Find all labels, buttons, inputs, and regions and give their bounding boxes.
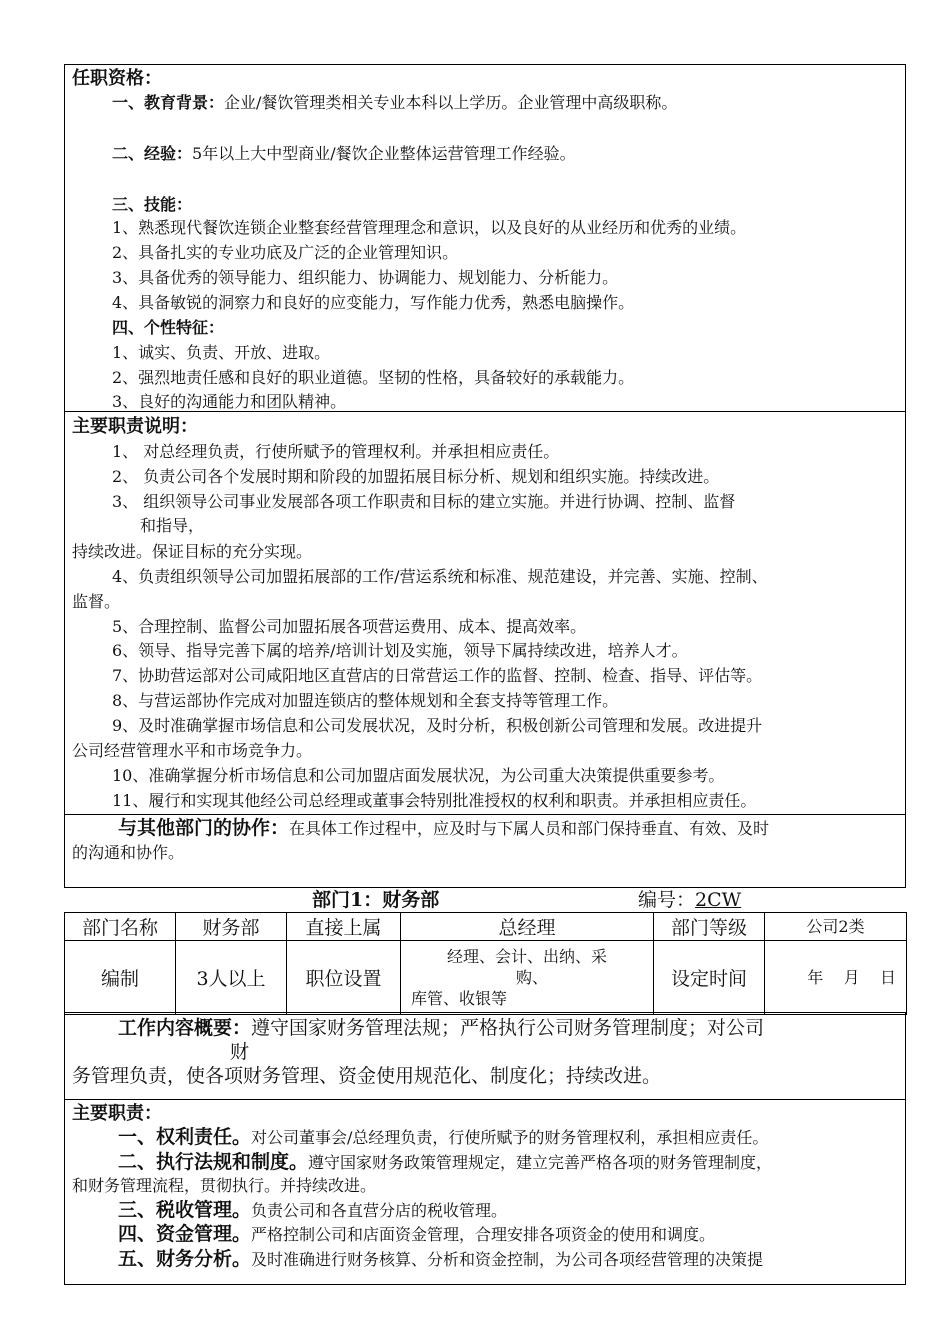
trait-item: 1、诚实、负责、开放、进取。 <box>112 343 331 362</box>
trait-item: 3、良好的沟通能力和团队精神。 <box>112 392 347 411</box>
duty-line: 2、 负责公司各个发展时期和阶段的加盟拓展目标分析、规划和组织实施。持续改进。 <box>112 467 720 486</box>
responsibility-item <box>118 1126 768 1149</box>
education-text: 企业/餐饮管理类相关专业本科以上学历。企业管理中高级职称。 <box>224 93 678 112</box>
department-heading: 部门1：财务部 <box>312 889 440 911</box>
duty-line: 监督。 <box>72 592 121 611</box>
responsibility-item <box>118 1199 507 1222</box>
level-value: 公司2类 <box>765 913 907 941</box>
traits-label: 四、个性特征： <box>112 318 225 337</box>
skill-item: 3、具备优秀的领导能力、组织能力、协调能力、规划能力、分析能力。 <box>112 268 619 287</box>
cooperation-row <box>118 817 769 840</box>
positions-label: 职位设置 <box>287 941 401 1015</box>
summary-text: 遵守国家财务管理法规；严格执行公司财务管理制度；对公司 <box>251 1017 765 1039</box>
time-value: 年 月 日 <box>765 941 907 1015</box>
duty-line: 1、 对总经理负责，行使所赋予的管理权利。并承担相应责任。 <box>112 442 560 461</box>
staff-label: 编制 <box>65 941 176 1015</box>
positions-line: 经理、会计、出纳、采 <box>446 947 607 966</box>
experience-row <box>112 143 576 165</box>
responsibility-label: 五、财务分析。 <box>118 1248 252 1270</box>
positions-line: 库管、收银等 <box>411 989 508 1008</box>
duty-line: 8、与营运部协作完成对加盟连锁店的整体规划和全套支持等管理工作。 <box>112 691 619 710</box>
education-label: 一、教育背景： <box>112 93 225 112</box>
duty-line: 7、协助营运部对公司咸阳地区直营店的日常营运工作的监督、控制、检查、指导、评估等。 <box>112 666 763 685</box>
responsibility-label: 二、执行法规和制度。 <box>118 1151 309 1173</box>
duty-line: 9、及时准确掌握市场信息和公司发展状况，及时分析，积极创新公司管理和发展。改进提升 <box>112 716 763 735</box>
responsibility-label: 四、资金管理。 <box>118 1223 252 1245</box>
skill-item: 4、具备敏锐的洞察力和良好的应变能力，写作能力优秀，熟悉电脑操作。 <box>112 293 635 312</box>
code-value: 2CW <box>695 889 742 911</box>
education-row <box>112 92 677 114</box>
experience-text: 5年以上大中型商业/餐饮企业整体运营管理工作经验。 <box>192 144 576 163</box>
duties-title: 主要职责说明： <box>72 416 198 437</box>
dept-name-value: 财务部 <box>176 913 287 941</box>
cooperation-text: 在具体工作过程中，应及时与下属人员和部门保持垂直、有效、及时 <box>289 819 770 838</box>
duty-line: 10、准确掌握分析市场信息和公司加盟店面发展状况，为公司重大决策提供重要参考。 <box>112 766 725 785</box>
responsibility-text-cont: 和财务管理流程，贯彻执行。并持续改进。 <box>72 1176 377 1195</box>
responsibility-text: 及时准确进行财务核算、分析和资金控制，为公司各项经营管理的决策提 <box>251 1250 764 1269</box>
qualifications-title: 任职资格： <box>72 68 162 89</box>
dept-name-label: 部门名称 <box>65 913 176 941</box>
responsibility-text: 严格控制公司和店面资金管理，合理安排各项资金的使用和调度。 <box>251 1225 716 1244</box>
responsibility-item <box>118 1223 715 1246</box>
responsibility-label: 一、权利责任。 <box>118 1126 252 1148</box>
duty-line: 11、履行和实现其他经公司总经理或董事会特别批准授权的权利和职责。并承担相应责任。 <box>112 791 757 810</box>
responsibility-label: 三、税收管理。 <box>118 1199 252 1221</box>
duty-line: 和指导， <box>140 516 205 535</box>
summary-text-wrap: 财 <box>230 1041 250 1063</box>
summary-row <box>118 1016 764 1040</box>
department-code-row <box>638 889 749 911</box>
time-label: 设定时间 <box>654 941 765 1015</box>
responsibility-text: 负责公司和各直营分店的税收管理。 <box>251 1201 508 1220</box>
duty-line: 公司经营管理水平和市场竞争力。 <box>72 741 313 760</box>
superior-value: 总经理 <box>401 913 654 941</box>
positions-line: 购、 <box>515 968 548 987</box>
responsibility-item <box>118 1151 772 1174</box>
department-table <box>64 912 907 1015</box>
duty-line: 6、领导、指导完善下属的培养/培训计划及实施，领导下属持续改进，培养人才。 <box>112 641 688 660</box>
staff-value: 3人以上 <box>176 941 287 1015</box>
responsibility-text: 对公司董事会/总经理负责，行使所赋予的财务管理权利，承担相应责任。 <box>251 1128 769 1147</box>
responsibility-item <box>118 1248 763 1271</box>
trait-item: 2、强烈地责任感和良好的职业道德。坚韧的性格，具备较好的承载能力。 <box>112 368 635 387</box>
code-label: 编号： <box>638 889 696 911</box>
responsibilities-title: 主要职责： <box>72 1103 162 1124</box>
responsibility-text: 遵守国家财务政策管理规定，建立完善严格各项的财务管理制度， <box>308 1153 773 1172</box>
superior-label: 直接上属 <box>287 913 401 941</box>
skills-label: 三、技能： <box>112 195 193 214</box>
summary-label: 工作内容概要： <box>118 1017 252 1039</box>
level-label: 部门等级 <box>654 913 765 941</box>
duty-line: 5、合理控制、监督公司加盟拓展各项营运费用、成本、提高效率。 <box>112 617 587 636</box>
duty-line: 4、负责组织领导公司加盟拓展部的工作/营运系统和标准、规范建设，并完善、实施、控制、 <box>112 567 768 586</box>
cooperation-label: 与其他部门的协作： <box>118 817 290 839</box>
cooperation-text-cont: 的沟通和协作。 <box>72 843 185 862</box>
positions-value <box>401 941 654 1015</box>
skill-item: 1、熟悉现代餐饮连锁企业整套经营管理理念和意识，以及良好的从业经历和优秀的业绩。 <box>112 218 747 237</box>
skill-item: 2、具备扎实的专业功底及广泛的企业管理知识。 <box>112 243 459 262</box>
experience-label: 二、经验： <box>112 144 193 163</box>
summary-text-cont: 务管理负责，使各项财务管理、资金使用规范化、制度化；持续改进。 <box>72 1065 662 1087</box>
duty-line: 3、 组织领导公司事业发展部各项工作职责和目标的建立实施。并进行协调、控制、监督 <box>112 492 736 511</box>
duty-line: 持续改进。保证目标的充分实现。 <box>72 542 313 561</box>
